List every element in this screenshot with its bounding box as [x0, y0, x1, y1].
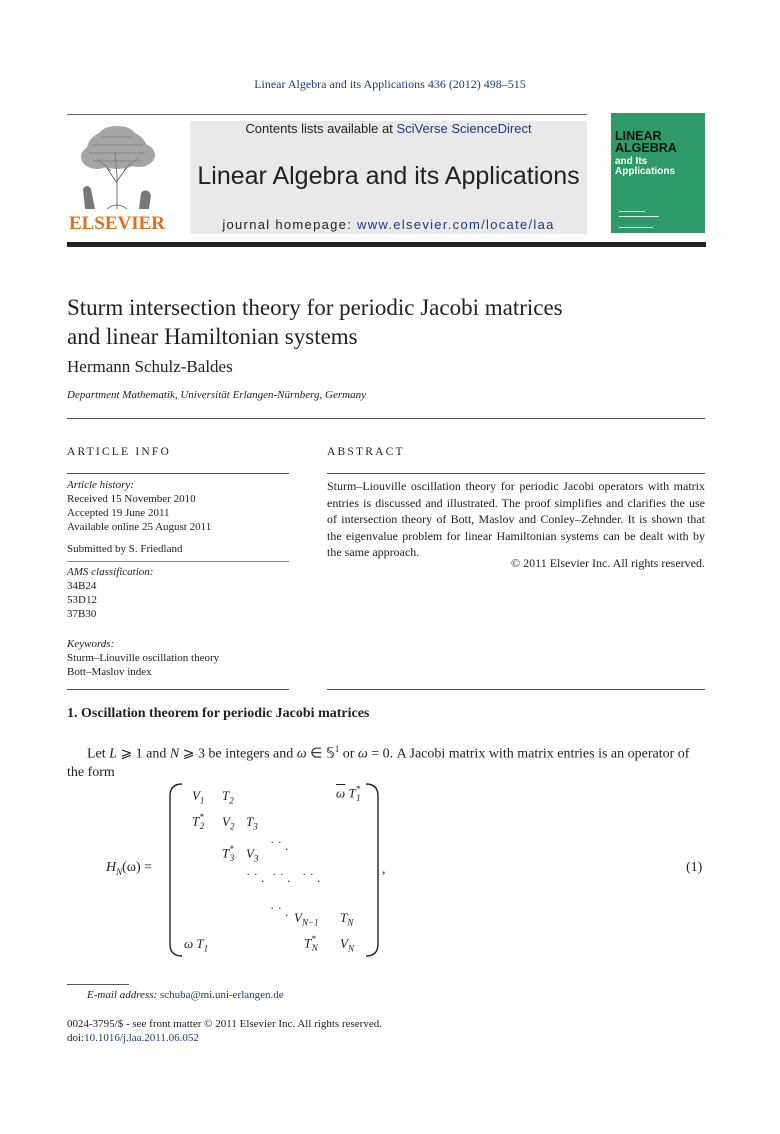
cover-title-line: ALGEBRA — [615, 141, 677, 155]
math-symbol: N — [169, 746, 180, 762]
section-paragraph — [67, 740, 705, 782]
received-date: Received 15 November 2010 — [67, 493, 196, 505]
cover-subtitle-line: Applications — [615, 166, 676, 177]
matrix-dots: ˙ ˙ . — [246, 870, 265, 885]
ams-code: 34B24 — [67, 580, 97, 592]
accepted-date: Accepted 19 June 2011 — [67, 507, 170, 519]
cover-subtitle-line: and Its — [615, 156, 648, 167]
article-info-heading: ARTICLE INFO — [67, 446, 171, 458]
footnote-email — [87, 989, 284, 1001]
ams-code: 37B30 — [67, 608, 97, 620]
ams-code: 53D12 — [67, 594, 97, 606]
math-symbol: ω — [357, 746, 368, 762]
doi-label: doi: — [67, 1032, 85, 1044]
contents-line — [190, 121, 587, 136]
title-line: Sturm intersection theory for periodic Jacobi matrices — [67, 295, 563, 320]
matrix-entry: $V_1$ — [192, 788, 205, 806]
cover-decoration — [619, 211, 645, 212]
matrix-dots: ˙ ˙ . — [270, 838, 289, 853]
equation-comma: , — [382, 862, 386, 877]
homepage-link[interactable]: www.elsevier.com/locate/laa — [357, 217, 555, 232]
matrix-entry: $T^*_N$ — [304, 934, 318, 953]
matrix-entry: $T_3$ — [246, 814, 258, 832]
math-argument: (ω) = — [122, 860, 153, 875]
matrix-entry: $T^*_2$ — [192, 812, 205, 831]
matrix-dots: ˙ ˙ . — [270, 904, 289, 919]
matrix-entry: $T_2$ — [222, 788, 234, 806]
keyword: Bott–Maslov index — [67, 666, 152, 678]
abstract-text: Sturm–Liouville oscillation theory for periodic Jacobi operators with matrix entries is discussed and illustrated. The proof simplifies and clarifies the use of intersection theory of Bott, Maslov and Conley–Zehnder. It is shown that the eigenvalue problem for linear Hamiltonian systems can be dealt with by the same approach. — [327, 479, 705, 559]
keywords — [67, 637, 289, 679]
keywords-label: Keywords: — [67, 638, 115, 650]
matrix-entry: $T_N$ — [340, 910, 354, 928]
math-symbol: ω — [296, 746, 307, 762]
abstract-bottom-rule — [327, 689, 705, 690]
homepage-prefix: journal homepage: — [222, 217, 358, 232]
matrix-entry: $V_N$ — [340, 936, 354, 954]
cover-subtitle — [615, 157, 675, 177]
para-text: or — [339, 746, 358, 762]
ams-classification — [67, 565, 289, 621]
doi-link[interactable]: 10.1016/j.laa.2011.06.052 — [84, 1032, 199, 1044]
math-subscript: N — [116, 866, 123, 877]
cover-decoration — [619, 216, 659, 217]
matrix-entry: $T^*_3$ — [222, 844, 235, 863]
journal-cover[interactable] — [611, 113, 705, 233]
equation-number: (1) — [686, 860, 703, 875]
journal-header-box — [190, 121, 587, 234]
section-heading: 1. Oscillation theorem for periodic Jacobi matrices — [67, 706, 370, 721]
abstract-rule — [327, 473, 705, 474]
equation-lhs — [106, 860, 152, 877]
matrix-entry: $V_2$ — [222, 814, 235, 832]
cover-title-line: LINEAR — [615, 129, 662, 143]
para-text: ⩾ 3 be integers and — [179, 746, 297, 762]
matrix-dots: ˙ ˙ . — [272, 870, 291, 885]
header-bottom-rule — [67, 242, 706, 247]
abstract-heading: ABSTRACT — [327, 446, 405, 458]
para-text: ∈ 𝕊 — [306, 746, 335, 762]
para-text: = 0. A Jacobi matrix with matrix entries is an operator of the form — [67, 746, 690, 780]
para-text: Let — [87, 746, 110, 762]
para-text: ⩾ 1 and — [116, 746, 170, 762]
keyword: Sturm–Liouville oscillation theory — [67, 652, 220, 664]
history-label: Article history: — [67, 479, 134, 491]
front-matter: 0024-3795/$ - see front matter © 2011 Elsevier Inc. All rights reserved. — [67, 1018, 382, 1030]
footnote-rule — [67, 984, 129, 985]
article-info-bottom-rule — [67, 689, 289, 690]
cover-title — [615, 130, 677, 154]
title-rule — [67, 418, 705, 419]
doi-line — [67, 1032, 199, 1044]
sciencedirect-link[interactable]: SciVerse ScienceDirect — [396, 121, 532, 136]
info-divider — [67, 561, 289, 562]
abstract-copyright: © 2011 Elsevier Inc. All rights reserved. — [511, 556, 705, 570]
paper-title — [67, 293, 707, 351]
article-info-rule — [67, 473, 289, 474]
math-symbol: L — [109, 746, 117, 762]
journal-name: Linear Algebra and its Applications — [197, 162, 580, 190]
matrix-entry: $V_{N-1}$ — [294, 910, 319, 928]
journal-homepage-line — [190, 217, 587, 232]
header-top-rule — [67, 114, 587, 115]
available-date: Available online 25 August 2011 — [67, 521, 212, 533]
journal-reference[interactable]: Linear Algebra and its Applications 436 (2012) 498–515 — [254, 77, 526, 91]
contents-prefix: Contents lists available at — [245, 121, 397, 136]
author-name: Hermann Schulz-Baldes — [67, 357, 233, 376]
elsevier-logo[interactable] — [67, 123, 167, 235]
matrix-entry: $\overline{\omega}$ $T^*_1$ — [336, 784, 361, 803]
math-symbol: H — [106, 860, 117, 875]
matrix-entry: ω $T_1$ — [184, 936, 209, 954]
submitted-by: Submitted by S. Friedland — [67, 543, 183, 555]
cover-decoration — [619, 227, 653, 228]
elsevier-tree-icon — [67, 123, 167, 211]
article-history — [67, 478, 289, 534]
email-link[interactable]: schuba@mi.uni-erlangen.de — [159, 989, 284, 1001]
matrix-entries — [168, 780, 388, 960]
matrix-entry: $V_3$ — [246, 846, 259, 864]
elsevier-wordmark: ELSEVIER — [68, 213, 166, 234]
affiliation: Department Mathematik, Universität Erlangen-Nürnberg, Germany — [67, 389, 366, 401]
ams-label: AMS classification: — [67, 566, 154, 578]
title-line: and linear Hamiltonian systems — [67, 324, 358, 349]
matrix-dots: ˙ ˙ . — [302, 870, 321, 885]
math-superscript: 1 — [334, 744, 340, 754]
email-label: E-mail address: — [87, 989, 160, 1001]
